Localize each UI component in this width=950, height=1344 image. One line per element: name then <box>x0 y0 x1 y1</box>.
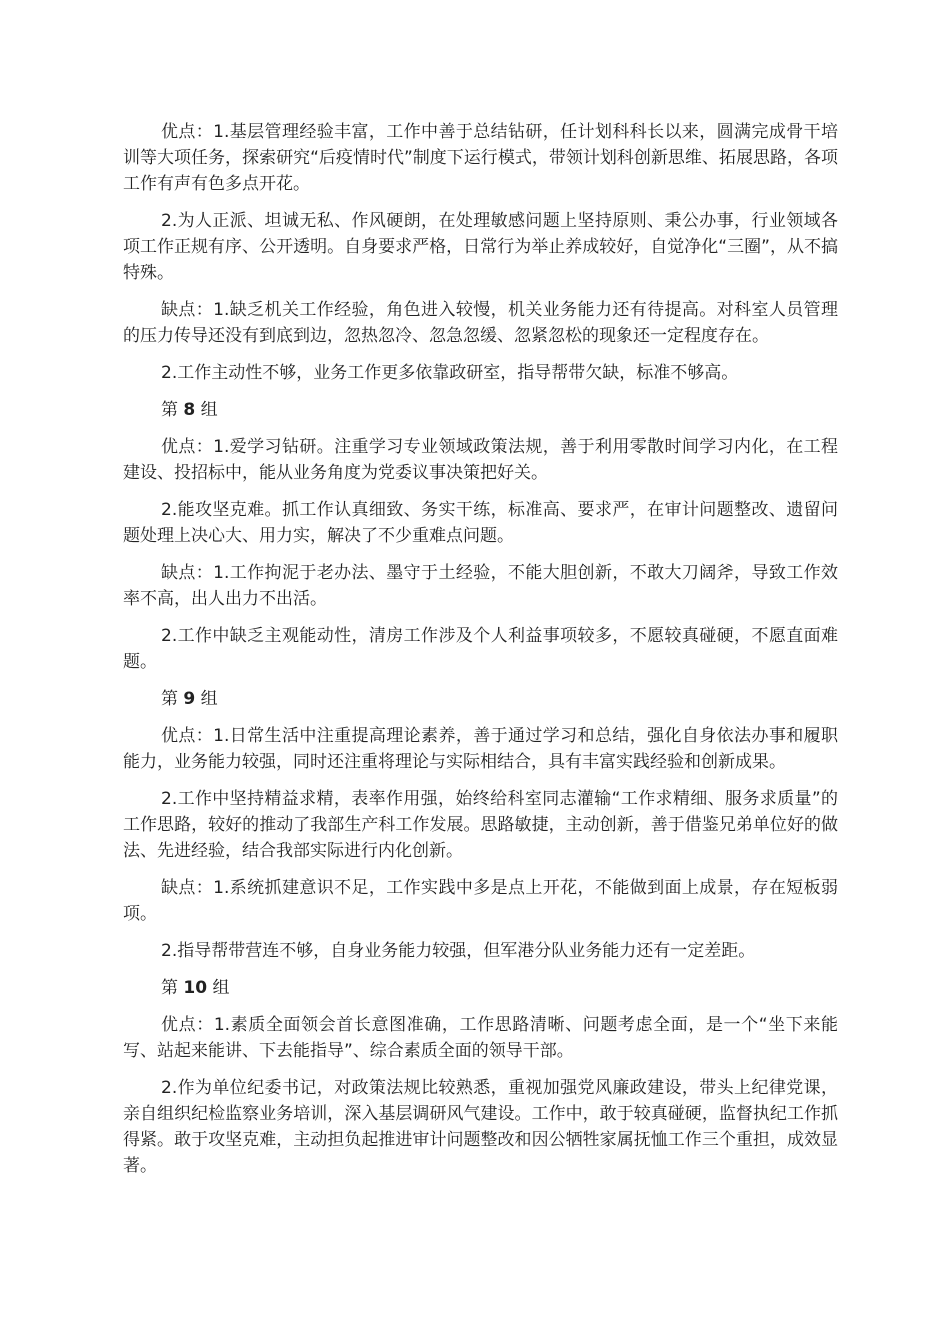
group-heading-prefix: 第 <box>161 400 178 420</box>
paragraph-strengths-group9-1: 优点：1.日常生活中注重提高理论素养，善于通过学习和总结，强化自身依法办事和履职能力，业务能力较强，同时还注重将理论与实际相结合，具有丰富实践经验和创新成果。 <box>123 726 838 772</box>
document-body <box>123 119 838 1190</box>
group-heading-10 <box>123 975 838 1001</box>
paragraph-strengths-group7-1: 优点：1.基层管理经验丰富，工作中善于总结钻研，任计划科科长以来，圆满完成骨干培训等大项任务，探索研究“后疫情时代”制度下运行模式，带领计划科创新思维、拓展思路，各项工作有声有色多点开花。 <box>123 122 838 194</box>
paragraph-weaknesses-group7-2: 2.工作主动性不够，业务工作更多依靠政研室，指导帮带欠缺，标准不够高。 <box>161 363 739 383</box>
paragraph-weaknesses-group8-1: 缺点：1.工作拘泥于老办法、墨守于土经验，不能大胆创新，不敢大刀阔斧，导致工作效率不高，出人出力不出活。 <box>123 563 838 609</box>
paragraph-strengths-group10-1: 优点：1.素质全面领会首长意图准确，工作思路清晰、问题考虑全面，是一个“坐下来能写、站起来能讲、下去能指导”、综合素质全面的领导干部。 <box>123 1015 838 1061</box>
group-heading-number: 10 <box>183 978 208 998</box>
group-heading-suffix: 组 <box>200 689 218 709</box>
paragraph-strengths-group8-2: 2.能攻坚克难。抓工作认真细致、务实干练，标准高、要求严，在审计问题整改、遗留问题处理上决心大、用力实，解决了不少重难点问题。 <box>123 500 838 546</box>
paragraph-strengths-group10-2: 2.作为单位纪委书记，对政策法规比较熟悉，重视加强党风廉政建设，带头上纪律党课，亲自组织纪检监察业务培训，深入基层调研风气建设。工作中，敢于较真碰硬，监督执纪工作抓得紧。敢于攻坚克难，主动担负起推进审计问题整改和因公牺牲家属抚恤工作三个重担，成效显著。 <box>123 1078 838 1176</box>
paragraph-weaknesses-group8-2: 2.工作中缺乏主观能动性，清房工作涉及个人利益事项较多，不愿较真碰硬，不愿直面难题。 <box>123 626 838 672</box>
paragraph-strengths-group8-1: 优点：1.爱学习钻研。注重学习专业领域政策法规，善于利用零散时间学习内化，在工程建设、投招标中，能从业务角度为党委议事决策把好关。 <box>123 437 838 483</box>
group-heading-suffix: 组 <box>212 978 230 998</box>
paragraph-strengths-group9-2: 2.工作中坚持精益求精，表率作用强，始终给科室同志灌输“工作求精细、服务求质量”的工作思路，较好的推动了我部生产科工作发展。思路敏捷，主动创新，善于借鉴兄弟单位好的做法、先进经验，结合我部实际进行内化创新。 <box>123 789 838 861</box>
group-heading-9 <box>123 686 838 712</box>
group-heading-number: 8 <box>183 400 196 420</box>
group-heading-suffix: 组 <box>200 400 218 420</box>
group-heading-8 <box>123 397 838 423</box>
group-heading-prefix: 第 <box>161 689 178 709</box>
paragraph-strengths-group7-2: 2.为人正派、坦诚无私、作风硬朗，在处理敏感问题上坚持原则、秉公办事，行业领域各项工作正规有序、公开透明。自身要求严格，日常行为举止养成较好，自觉净化“三圈”，从不搞特殊。 <box>123 211 838 283</box>
paragraph-weaknesses-group7-1: 缺点：1.缺乏机关工作经验，角色进入较慢，机关业务能力还有待提高。对科室人员管理的压力传导还没有到底到边，忽热忽冷、忽急忽缓、忽紧忽松的现象还一定程度存在。 <box>123 300 838 346</box>
paragraph-weaknesses-group9-2: 2.指导帮带营连不够，自身业务能力较强，但军港分队业务能力还有一定差距。 <box>161 941 756 961</box>
group-heading-number: 9 <box>183 689 196 709</box>
group-heading-prefix: 第 <box>161 978 178 998</box>
paragraph-weaknesses-group9-1: 缺点：1.系统抓建意识不足，工作实践中多是点上开花，不能做到面上成景，存在短板弱项。 <box>123 878 838 924</box>
